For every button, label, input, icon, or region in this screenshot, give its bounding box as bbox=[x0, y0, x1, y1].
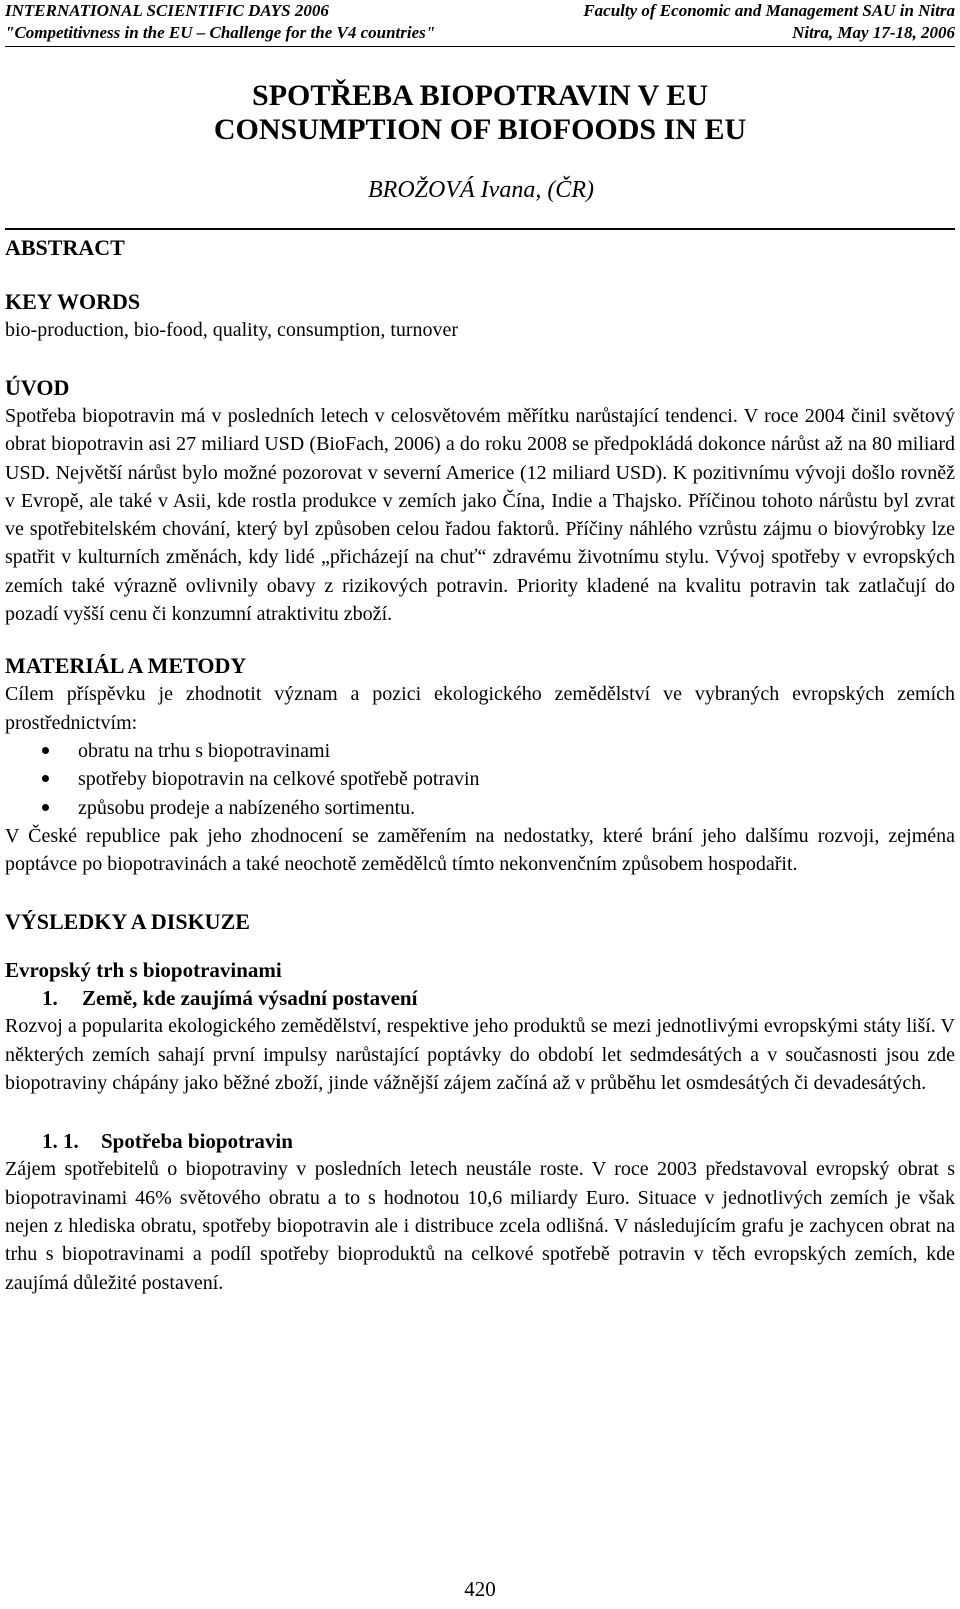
methods-heading: MATERIÁL A METODY bbox=[5, 653, 247, 679]
section-1-1-paragraph: Zájem spotřebitelů o biopotraviny v posledních letech neustále roste. V roce 2003 představoval evropský obrat s biopotravinami 46% světového obratu a to s hodnotou 10,6 miliardy Euro. Situace v jednotlivých zemích je však nejen z hlediska obratu, spotřeby biopotravin ale i distribuce zcela odlišná. V následujícím grafu je zachycen obrat na trhu s biopotravinami a podíl spotřeby bioproduktů na celkové spotřebě potravin v těch evropských zemích, kde zaujímá důležité postavení. bbox=[5, 1158, 955, 1294]
list-item: spotřeby biopotravin na celkové spotřebě potravin bbox=[5, 765, 955, 793]
paper-title bbox=[5, 79, 955, 147]
section-1-title: Země, kde zaujímá výsadní postavení bbox=[82, 986, 418, 1011]
paper-title-czech: SPOTŘEBA BIOPOTRAVIN V EU bbox=[252, 79, 708, 112]
header-divider bbox=[5, 46, 955, 47]
section-1-1-title: Spotřeba biopotravin bbox=[101, 1129, 293, 1154]
introduction-paragraph: Spotřeba biopotravin má v posledních letech v celosvětovém měřítku narůstající tendenci. V roce 2004 činil světový obrat biopotravin asi 27 miliard USD (BioFach, 2006) a do roku 2008 se předpokládá dokonce nárůst až na 80 miliard USD. Největší nárůst bylo možné pozorovat v severní Americe (12 miliard USD). K pozitivnímu vývoji došlo rovněž v Evropě, ale také v Asii, kde rostla produkce v zemích jako Čína, Indie a Thajsko. Příčinou tohoto nárůstu byl zvrat ve spotřebitelském chování, který byl způsoben celou řadou faktorů. Příčiny náhlého vzrůstu zájmu o biovýrobky lze spatřit v kulturních změnách, kdy lidé „přicházejí na chuť“ zdravému životnímu stylu. Vývoj spotřeby v evropských zemích také výrazně ovlivnily obavy z rizikových potravin. Priority kladené na kvalitu potravin tak zatlačují do pozadí vyšší cenu či konzumní atraktivitu zboží. bbox=[5, 405, 955, 626]
page-number: 420 bbox=[464, 1577, 496, 1601]
conference-header-line-2 bbox=[5, 22, 955, 44]
results-heading: VÝSLEDKY A DISKUZE bbox=[5, 909, 250, 935]
paper-title-english: CONSUMPTION OF BIOFOODS IN EU bbox=[213, 113, 747, 146]
section-1-1-number: 1. 1. bbox=[42, 1129, 79, 1154]
list-item: způsobu prodeje a nabízeného sortimentu. bbox=[5, 794, 955, 822]
conference-header-line-1 bbox=[5, 0, 955, 22]
author-divider bbox=[5, 228, 955, 230]
faculty-name: Faculty of Economic and Management SAU in Nitra bbox=[583, 1, 955, 20]
paper-author: BROŽOVÁ Ivana, (ČR) bbox=[368, 177, 594, 203]
section-1-number: 1. bbox=[42, 986, 58, 1011]
conference-theme: "Competitivness in the EU – Challenge for the V4 countries" bbox=[5, 23, 436, 42]
bullet-icon bbox=[42, 747, 49, 754]
keywords-heading: KEY WORDS bbox=[5, 289, 141, 314]
methods-outro: V České republice pak jeho zhodnocení se zaměřením na nedostatky, které brání jeho dalšímu rozvoji, zejména poptávce po biopotravinách a také neochotě zemědělců tímto nekonvenčním způsobem hospodařit. bbox=[5, 824, 955, 876]
introduction-heading: ÚVOD bbox=[5, 375, 70, 400]
european-market-subheading: Evropský trh s biopotravinami bbox=[5, 958, 282, 983]
section-1-heading bbox=[5, 984, 955, 1012]
list-item: obratu na trhu s biopotravinami bbox=[5, 737, 955, 765]
keywords-text: bio-production, bio-food, quality, consumption, turnover bbox=[5, 319, 459, 341]
bullet-icon bbox=[42, 775, 49, 782]
methods-bullet-list bbox=[5, 737, 955, 822]
bullet-icon bbox=[42, 804, 49, 811]
conference-name: INTERNATIONAL SCIENTIFIC DAYS 2006 bbox=[5, 1, 329, 20]
conference-place-date: Nitra, May 17-18, 2006 bbox=[792, 23, 955, 42]
methods-intro: Cílem příspěvku je zhodnotit význam a pozici ekologického zemědělství ve vybraných evropských zemích prostřednictvím: bbox=[5, 683, 955, 734]
section-1-1-heading bbox=[5, 1127, 955, 1155]
document-page bbox=[5, 0, 955, 1297]
section-1-paragraph: Rozvoj a popularita ekologického zemědělství, respektive jeho produktů se mezi jednotlivými evropskými státy liší. V některých zemích sahají první impulsy narůstající poptávky do období let sedmdesátých a v současnosti jsou zde biopotraviny chápány jako běžné zboží, jinde vážnější zájem začíná až v průběhu let osmdesátých či devadesátých. bbox=[5, 1015, 955, 1095]
abstract-heading: ABSTRACT bbox=[5, 235, 125, 260]
